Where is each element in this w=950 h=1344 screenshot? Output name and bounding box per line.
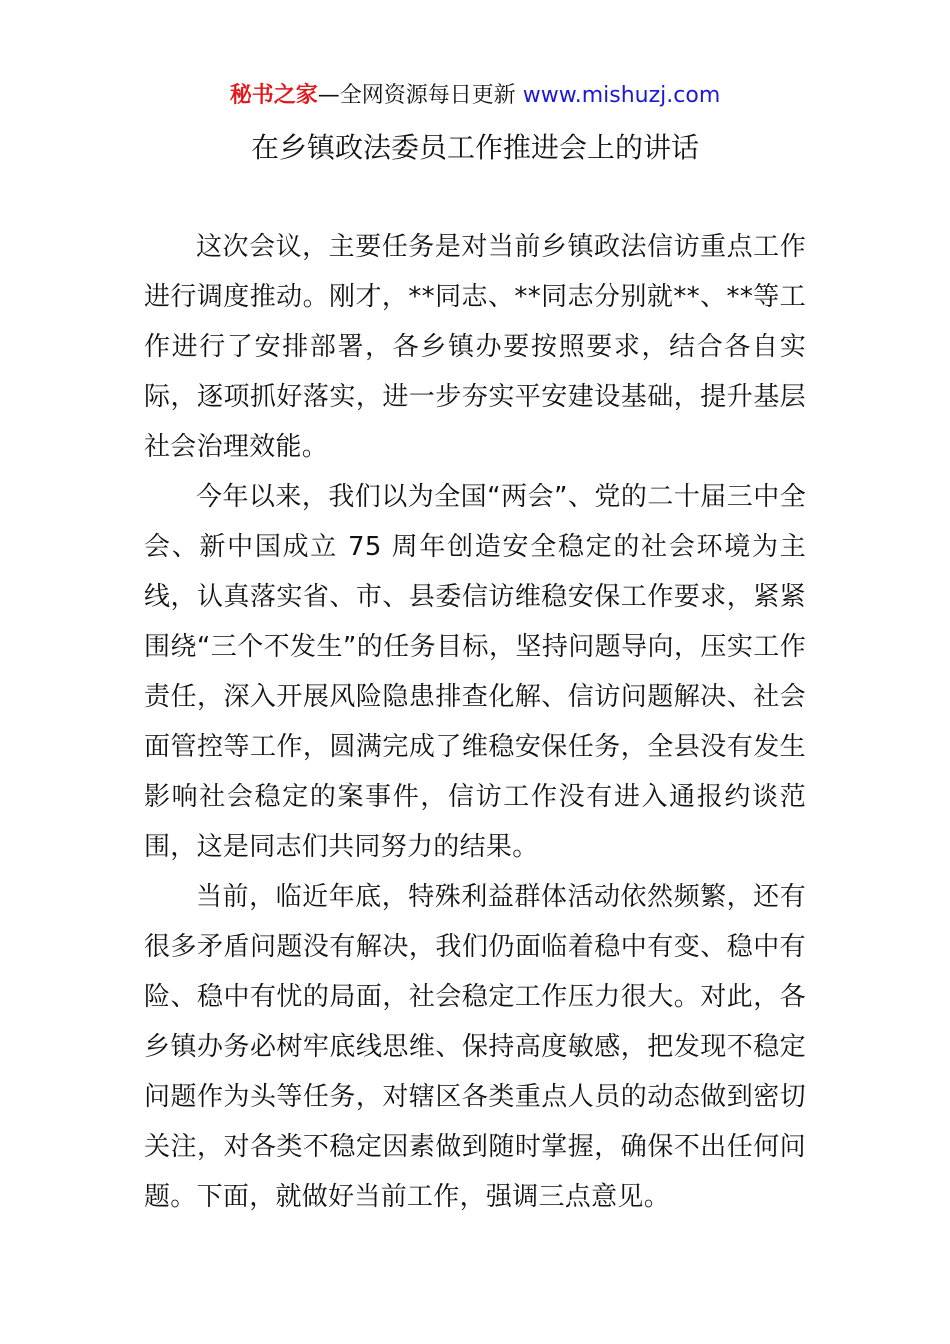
paragraph-2: 今年以来，我们以为全国“两会”、党的二十届三中全会、新中国成立 75 周年创造安全稳定的社会环境为主线，认真落实省、市、县委信访维稳安保工作要求，紧紧围绕“三个不发生”的任务目标，坚持问题导向，压实工作责任，深入开展风险隐患排查化解、信访问题解决、社会面管控等工作，圆满完成了维稳安保任务，全县没有发生影响社会稳定的案事件，信访工作没有进入通报约谈范围，这是同志们共同努力的结果。 bbox=[144, 482, 806, 862]
site-header bbox=[0, 80, 950, 112]
document-title: 在乡镇政法委员工作推进会上的讲话 bbox=[250, 131, 699, 164]
header-tagline: —全网资源每日更新 bbox=[317, 83, 523, 108]
document-body bbox=[144, 222, 806, 1222]
site-url-link[interactable]: www.mishuzj.com bbox=[522, 83, 721, 108]
paragraph-1: 这次会议，主要任务是对当前乡镇政法信访重点工作进行调度推动。刚才，**同志、**同志分别就**、**等工作进行了安排部署，各乡镇办要按照要求，结合各自实际，逐项抓好落实，进一步夯实平安建设基础，提升基层社会治理效能。 bbox=[144, 232, 806, 462]
brand-name: 秘书之家 bbox=[229, 83, 318, 108]
paragraph-3: 当前，临近年底，特殊利益群体活动依然频繁，还有很多矛盾问题没有解决，我们仍面临着稳中有变、稳中有险、稳中有忧的局面，社会稳定工作压力很大。对此，各乡镇办务必树牢底线思维、保持高度敏感，把发现不稳定问题作为头等任务，对辖区各类重点人员的动态做到密切关注，对各类不稳定因素做到随时掌握，确保不出任何问题。下面，就做好当前工作，强调三点意见。 bbox=[144, 882, 806, 1212]
